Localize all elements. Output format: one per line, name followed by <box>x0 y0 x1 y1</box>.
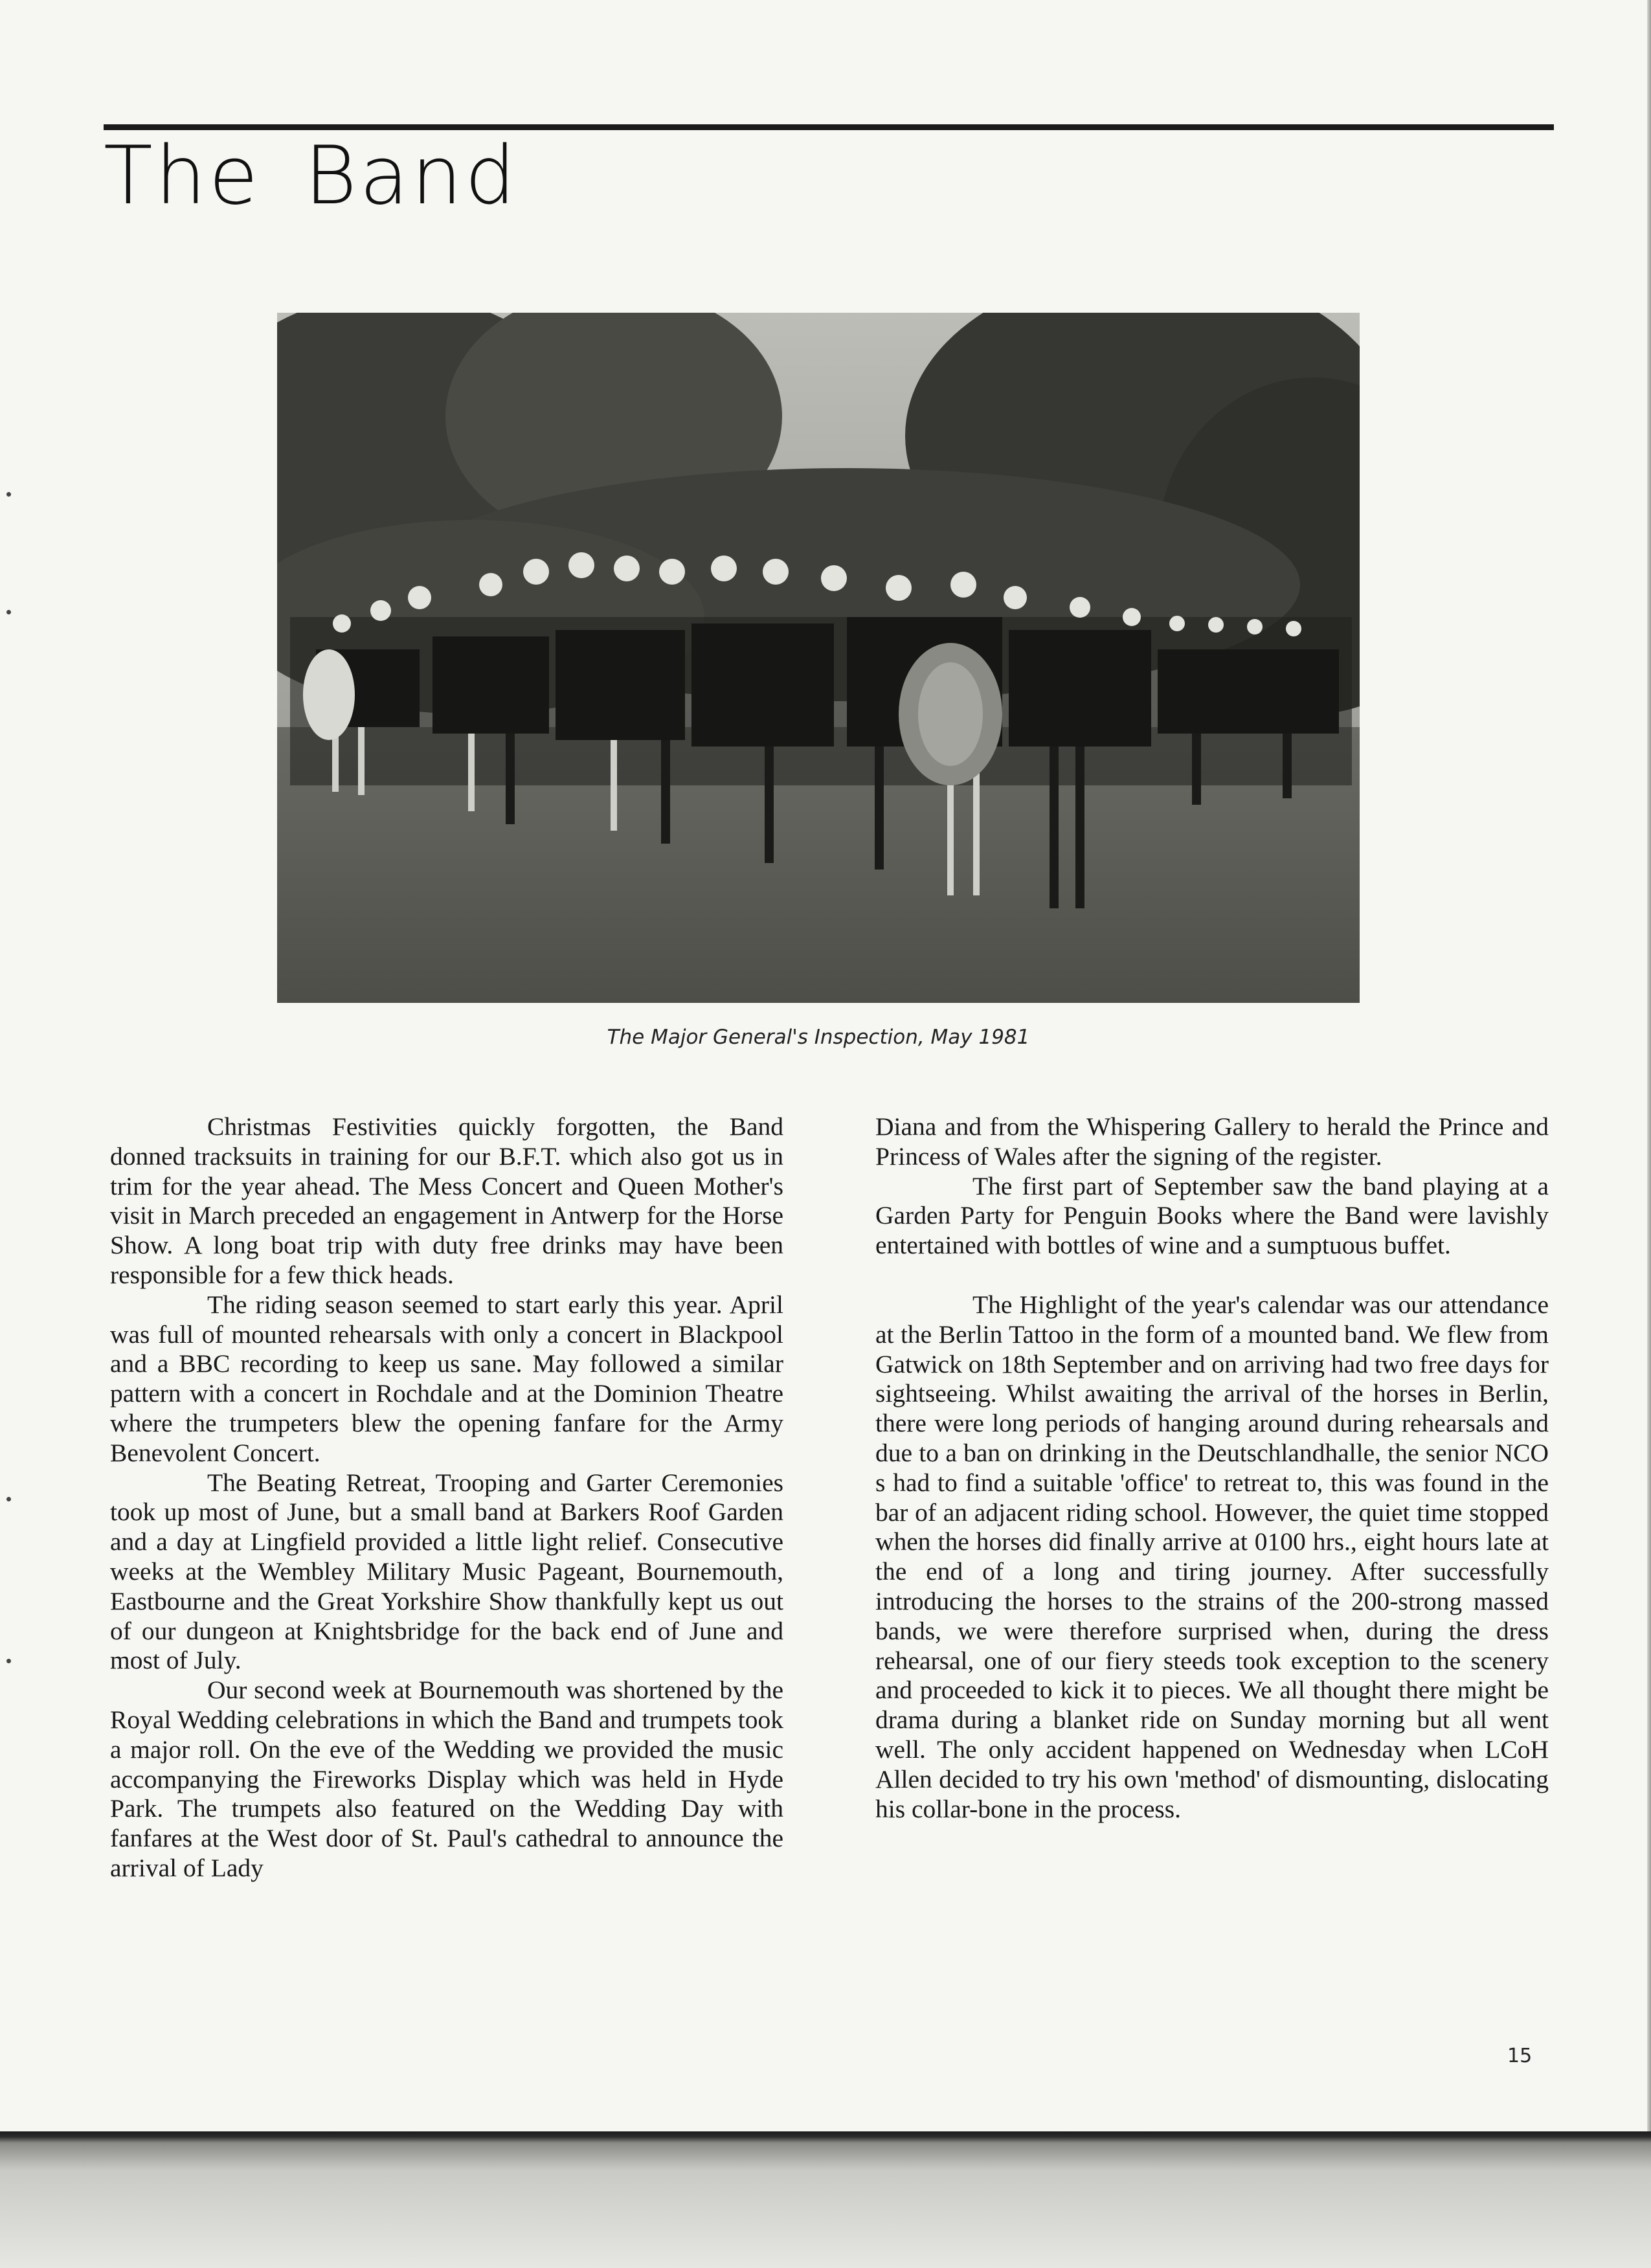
binding-mark <box>6 1659 11 1663</box>
mounted-band-photo <box>277 313 1360 1003</box>
paragraph: Diana and from the Whispering Gallery to herald the Prince and Princess of Wales after the signing of the register. <box>875 1112 1549 1171</box>
article-column-left <box>110 1112 783 1883</box>
photo-caption: The Major General's Inspection, May 1981 <box>607 1026 1030 1049</box>
binding-mark <box>6 492 11 497</box>
paragraph: Christmas Festivities quickly forgotten, the Band donned tracksuits in training for our B.F.T. which also got us in trim for the year ahead. The Mess Concert and Queen Mother's visit in March preceded an engagement in Antwerp for the Horse Show. A long boat trip with duty free drinks may have been responsible for a few thick heads. <box>110 1112 783 1289</box>
paragraph: The first part of September saw the band playing at a Garden Party for Penguin Books where the Band were lavishly entertained with bottles of wine and a sumptuous buffet. <box>875 1171 1549 1260</box>
photo-illustration <box>277 313 1360 1003</box>
paragraph: The riding season seemed to start early this year. April was full of mounted rehearsals with only a concert in Blackpool and a BBC recording to keep us sane. May followed a similar pattern with a concert in Rochdale and at the Dominion Theatre where the trumpeters blew the opening fanfare for the Army Benevolent Concert. <box>110 1290 783 1467</box>
article-column-right <box>875 1112 1549 1824</box>
binding-mark <box>6 610 11 614</box>
page-number: 15 <box>1507 2045 1533 2067</box>
binding-mark <box>6 1497 11 1501</box>
page-edge <box>1647 0 1651 2268</box>
page-bottom-shadow <box>0 2131 1651 2268</box>
page-title: The Band <box>104 129 519 223</box>
paragraph: Our second week at Bournemouth was shortened by the Royal Wedding celebrations in which the Band and trumpets took a major roll. On the eve of the Wedding we provided the music accompanying the Fireworks Display which was held in Hyde Park. The trumpets also featured on the Wedding Day with fanfares at the West door of St. Paul's cathedral to announce the arrival of Lady <box>110 1676 783 1882</box>
paragraph: The Beating Retreat, Trooping and Garter Ceremonies took up most of June, but a small band at Barkers Roof Garden and a day at Lingfield provided a little light relief. Consecutive weeks at the Wembley Military Music Pageant, Bournemouth, Eastbourne and the Great Yorkshire Show thankfully kept us out of our dungeon at Knightsbridge for the back end of June and most of July. <box>110 1468 783 1675</box>
paragraph: The Highlight of the year's calendar was our attendance at the Berlin Tattoo in the form of a mounted band. We flew from Gatwick on 18th September and on arriving had two free days for sightseeing. Whilst awaiting the arrival of the horses in Berlin, there were long periods of hanging around during rehearsals and due to a ban on drinking in the Deutschlandhalle, the senior NCO s had to find a suitable 'office' to retreat to, this was found in the bar of an adjacent riding school. However, the quiet time stopped when the horses did finally arrive at 0100 hrs., eight hours late at the end of a long and tiring journey. After successfully introducing the horses to the strains of the 200-strong massed bands, we were therefore surprised when, during the dress rehearsal, one of our fiery steeds took exception to the scenery and proceeded to kick it to pieces. We all thought there might be drama during a blanket ride on Sunday morning but all went well. The only accident happened on Wednesday when LCoH Allen decided to try his own 'method' of dismounting, dislocating his collar-bone in the process. <box>875 1290 1549 1823</box>
